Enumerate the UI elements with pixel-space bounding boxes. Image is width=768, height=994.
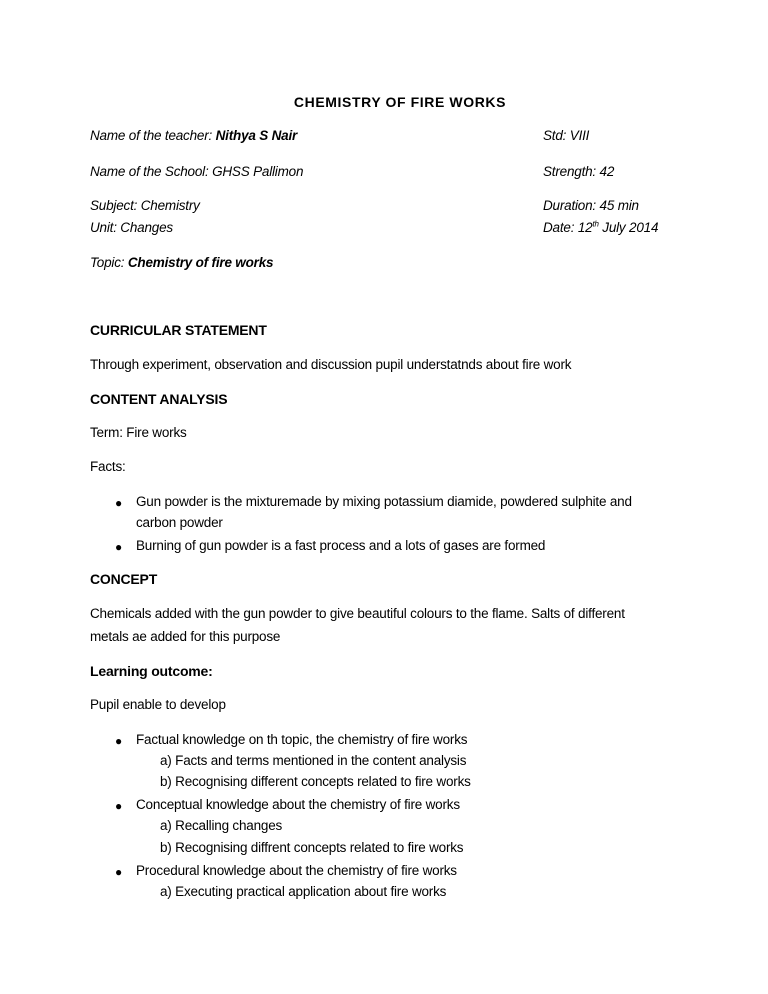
concept-line1: Chemicals added with the gun powder to give beautiful colours to the flame. Salts of different bbox=[90, 606, 625, 621]
content-analysis-heading: CONTENT ANALYSIS bbox=[90, 391, 228, 407]
bullet-icon: ● bbox=[115, 799, 123, 813]
document-title: CHEMISTRY OF FIRE WORKS bbox=[293, 94, 507, 110]
teacher-name: Nithya S Nair bbox=[215, 128, 298, 143]
teacher-line bbox=[90, 128, 297, 143]
outcome-conceptual-b: b) Recognising diffrent concepts related to fire works bbox=[160, 840, 464, 855]
outcome-procedural: Procedural knowledge about the chemistry of fire works bbox=[136, 863, 457, 878]
curricular-text: Through experiment, observation and discussion pupil understatnds about fire work bbox=[90, 357, 572, 372]
concept-line2: metals ae added for this purpose bbox=[90, 629, 281, 644]
learning-intro: Pupil enable to develop bbox=[90, 697, 226, 712]
std-value: Std: VIII bbox=[543, 128, 590, 143]
outcome-procedural-a: a) Executing practical application about fire works bbox=[160, 884, 447, 899]
unit-line: Unit: Changes bbox=[90, 220, 173, 235]
strength-value: Strength: 42 bbox=[543, 164, 615, 179]
fact1-line2: carbon powder bbox=[136, 515, 223, 530]
outcome-factual: Factual knowledge on th topic, the chemistry of fire works bbox=[136, 732, 468, 747]
school-line: Name of the School: GHSS Pallimon bbox=[90, 164, 304, 179]
concept-heading: CONCEPT bbox=[90, 571, 158, 587]
facts-label: Facts: bbox=[90, 459, 126, 474]
topic-label: Topic: bbox=[90, 255, 128, 270]
date-value bbox=[543, 220, 658, 235]
outcome-factual-a: a) Facts and terms mentioned in the content analysis bbox=[160, 753, 467, 768]
bullet-icon: ● bbox=[115, 734, 123, 748]
curricular-heading: CURRICULAR STATEMENT bbox=[90, 322, 267, 338]
duration-value: Duration: 45 min bbox=[543, 198, 639, 213]
subject-line: Subject: Chemistry bbox=[90, 198, 200, 213]
outcome-factual-b: b) Recognising different concepts related to fire works bbox=[160, 774, 471, 789]
date-prefix: Date: 12 bbox=[543, 220, 593, 235]
date-suffix: July 2014 bbox=[598, 220, 659, 235]
outcome-conceptual-a: a) Recalling changes bbox=[160, 818, 283, 833]
term-line: Term: Fire works bbox=[90, 425, 187, 440]
topic-value: Chemistry of fire works bbox=[127, 255, 274, 270]
bullet-icon: ● bbox=[115, 540, 123, 554]
outcome-conceptual: Conceptual knowledge about the chemistry of fire works bbox=[136, 797, 460, 812]
date-superscript: th bbox=[592, 219, 599, 229]
bullet-icon: ● bbox=[115, 865, 123, 879]
topic-line bbox=[90, 255, 273, 270]
bullet-icon: ● bbox=[115, 496, 123, 510]
teacher-label: Name of the teacher: bbox=[90, 128, 216, 143]
fact2-line: Burning of gun powder is a fast process and a lots of gases are formed bbox=[136, 538, 546, 553]
fact1-line1: Gun powder is the mixturemade by mixing potassium diamide, powdered sulphite and bbox=[136, 494, 632, 509]
learning-outcome-heading: Learning outcome: bbox=[90, 663, 213, 679]
